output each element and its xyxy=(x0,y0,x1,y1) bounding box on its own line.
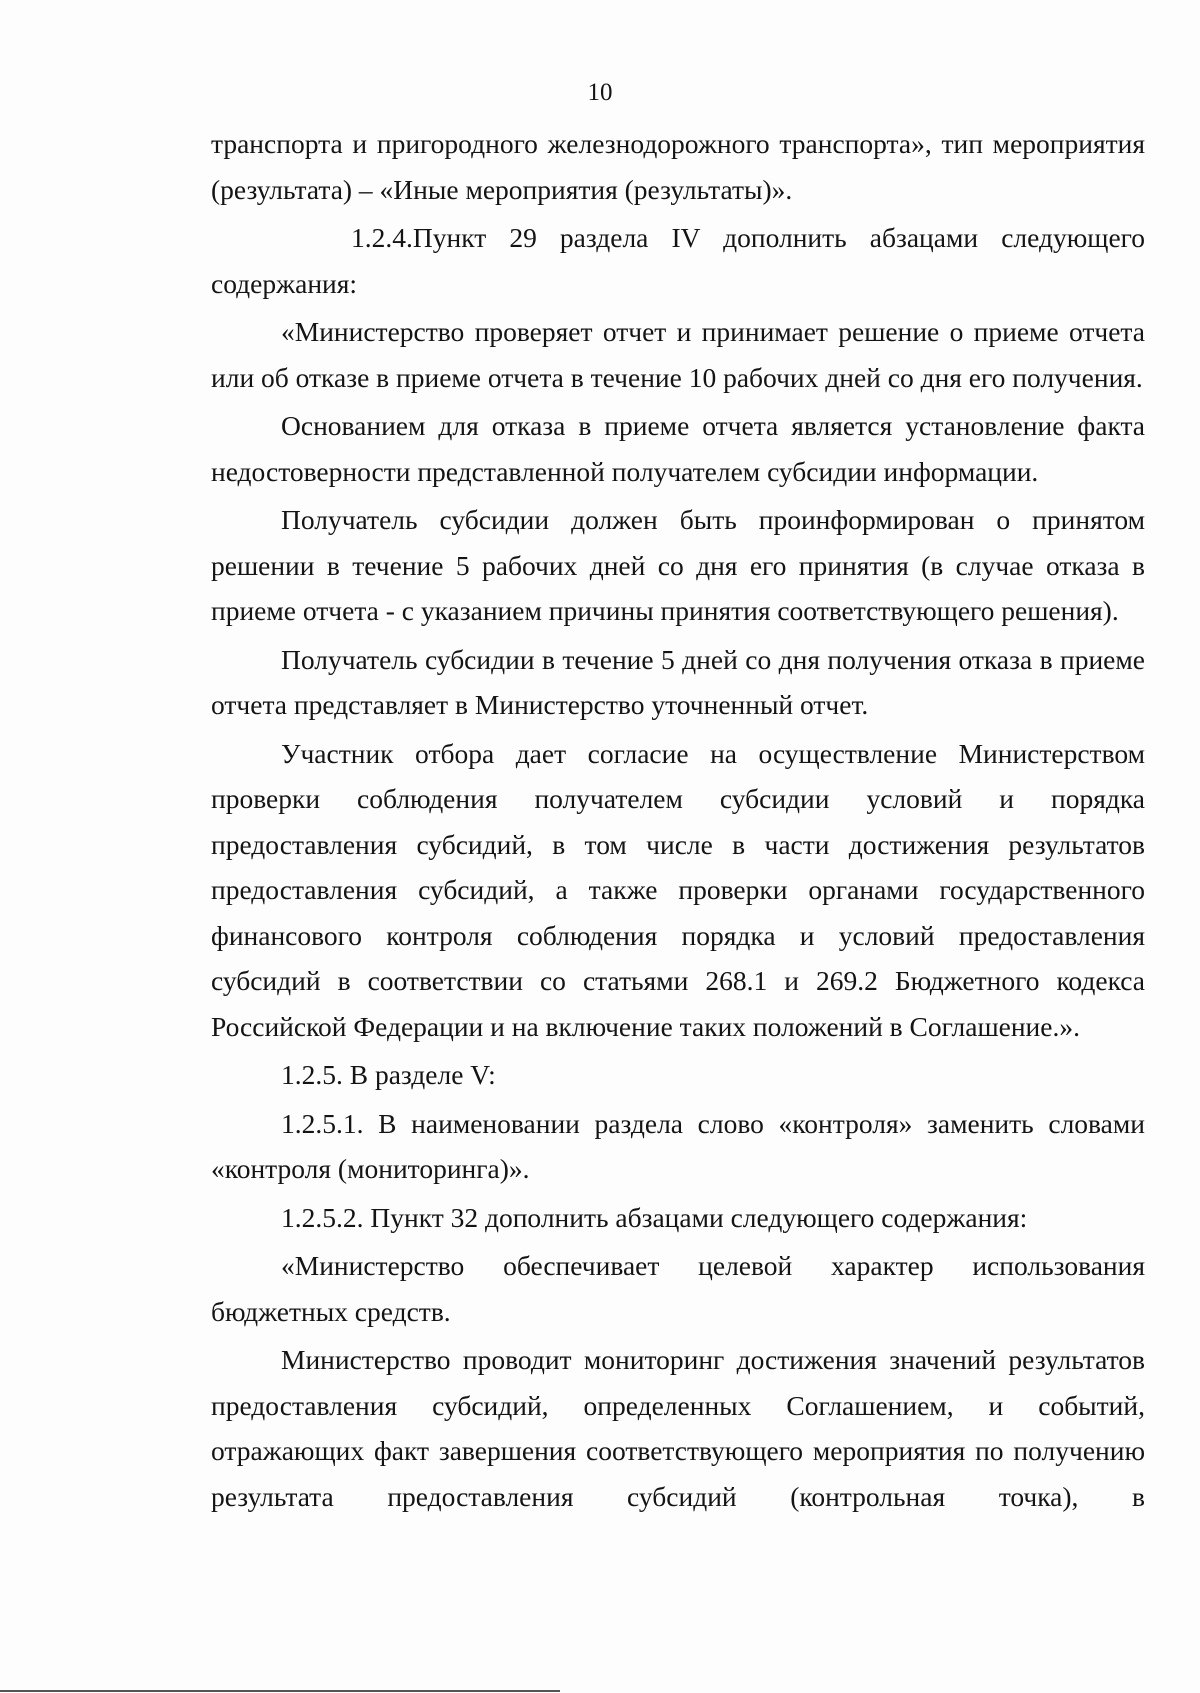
paragraph-monitoring: Министерство проводит мониторинг достижения значений результатов предоставления субсидий, определенных Соглашением, и событий, отражающих факт завершения соответствующего мероприятия по получению результата предоставления субсидий (контрольная точка), в xyxy=(211,1344,1145,1512)
paragraph-recipient-notice: Получатель субсидии должен быть проинформирован о принятом решении в течение 5 рабочих дней со дня его принятия (в случае отказа в приеме отчета - с указанием причины принятия соответствующего решения). xyxy=(211,504,1145,626)
paragraph-report-check: «Министерство проверяет отчет и принимает решение о приеме отчета или об отказе в приеме отчета в течение 10 рабочих дней со дня его получения. xyxy=(211,316,1145,393)
paragraph-targeted-use: «Министерство обеспечивает целевой характер использования бюджетных средств. xyxy=(211,1250,1145,1327)
paragraph-item-1-2-5-1: 1.2.5.1. В наименовании раздела слово «контроля» заменить словами «контроля (мониторинга)». xyxy=(211,1107,1145,1184)
paragraph-item-1-2-5: 1.2.5. В разделе V: xyxy=(281,1059,496,1090)
item-text: Пункт 29 раздела IV дополнить абзацами следующего содержания: xyxy=(211,222,1145,299)
paragraph-participant-consent: Участник отбора дает согласие на осуществление Министерством проверки соблюдения получателем субсидии условий и порядка предоставления субсидий, в том числе в части достижения результатов предоставления субсидий, а также проверки органами государственного финансового контроля соблюдения порядка и условий предоставления субсидий в соответствии со статьями 268.1 и 269.2 Бюджетного кодекса Российской Федерации и на включение таких положений в Соглашение.». xyxy=(211,737,1145,1042)
paragraph-refusal-grounds: Основанием для отказа в приеме отчета является установление факта недостоверности представленной получателем субсидии информации. xyxy=(211,410,1145,487)
item-number: 1.2.4. xyxy=(351,222,413,253)
page-number: 10 xyxy=(587,79,613,106)
document-body xyxy=(211,121,1145,1519)
paragraph-corrected-report: Получатель субсидии в течение 5 дней со дня получения отказа в приеме отчета представляет в Министерство уточненный отчет. xyxy=(211,643,1145,720)
paragraph-continuation: транспорта и пригородного железнодорожного транспорта», тип мероприятия (результата) – «Иные мероприятия (результаты)». xyxy=(211,128,1145,205)
paragraph-item-1-2-4 xyxy=(211,215,1145,306)
bottom-edge-rule xyxy=(0,1690,560,1692)
paragraph-item-1-2-5-2: 1.2.5.2. Пункт 32 дополнить абзацами следующего содержания: xyxy=(281,1201,1028,1233)
